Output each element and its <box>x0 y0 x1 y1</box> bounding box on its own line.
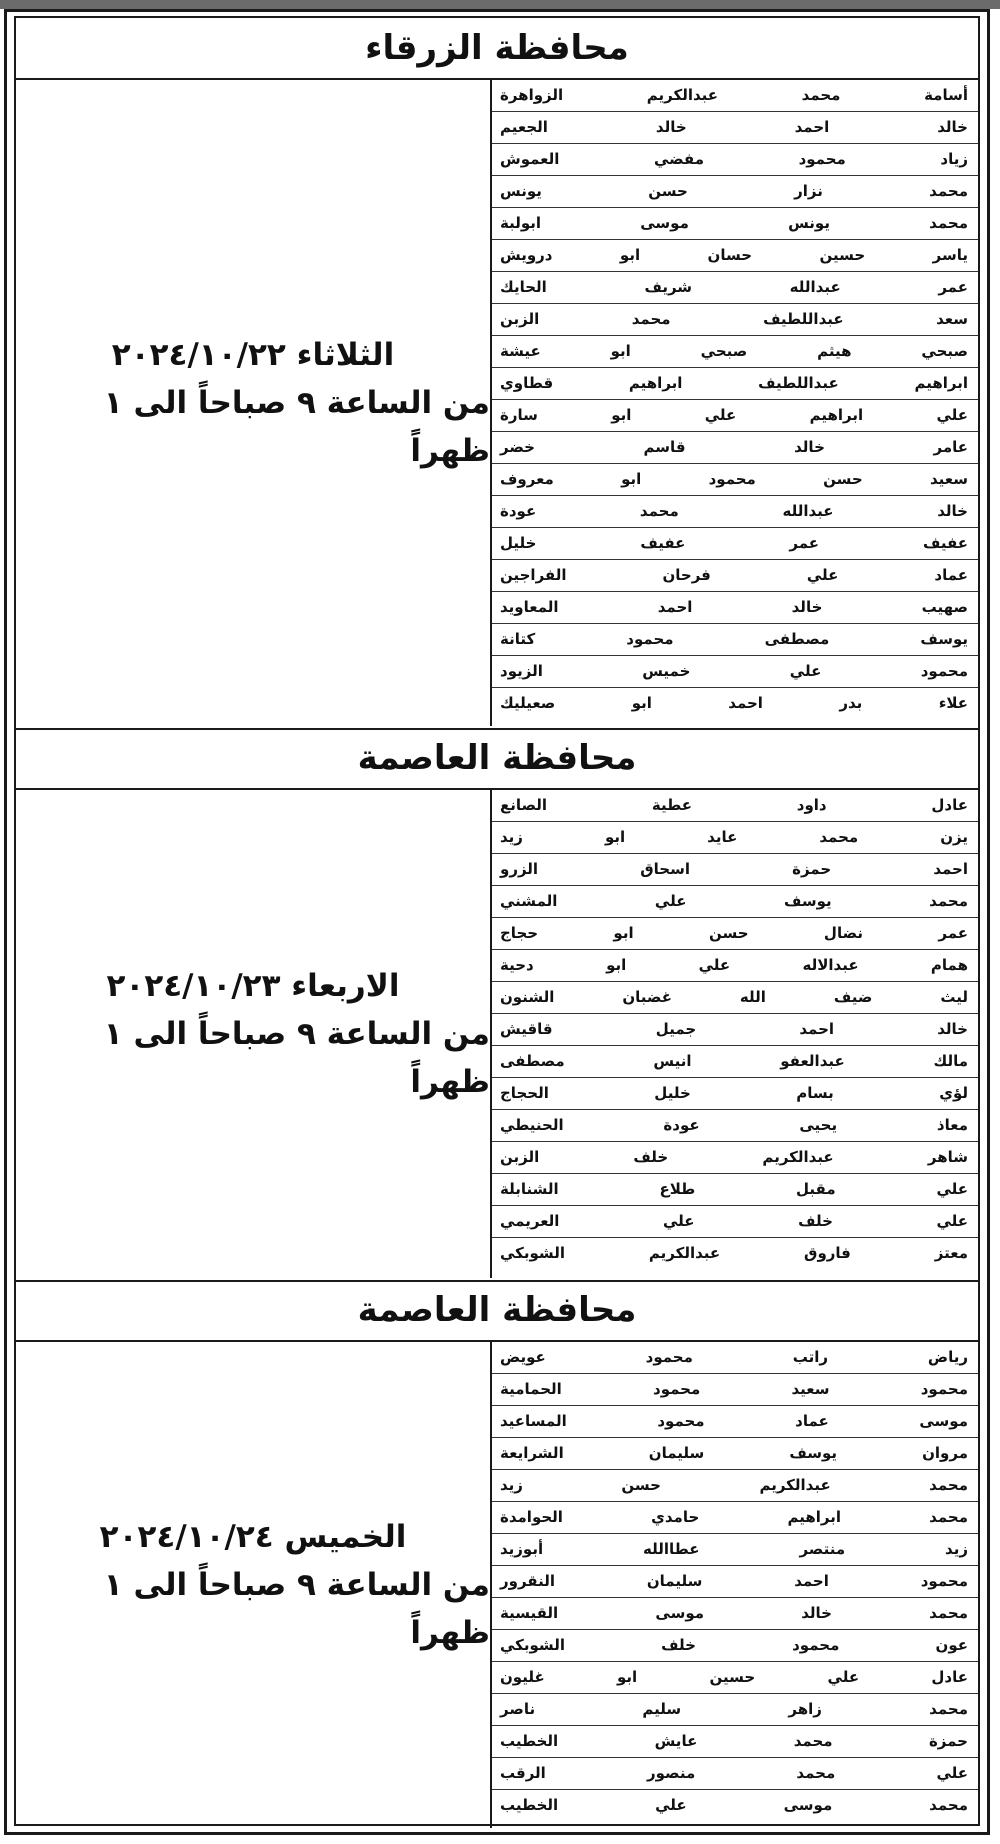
top-strip <box>0 0 1000 9</box>
name-row: يزن محمد عايد ابو زيد <box>492 822 978 854</box>
name-row: صبحي هيثم صبحي ابو عيشة <box>492 336 978 368</box>
schedule-date: الاربعاء ٢٠٢٤/١٠/٢٣ <box>106 968 400 1004</box>
name-row: عامر خالد قاسم خضر <box>492 432 978 464</box>
schedule-time: من الساعة ٩ صباحاً الى ١ ظهراً <box>103 1567 490 1651</box>
name-row: محمد يونس موسى ابولبة <box>492 208 978 240</box>
schedule-time: من الساعة ٩ صباحاً الى ١ ظهراً <box>103 1016 490 1100</box>
name-row: مروان يوسف سليمان الشرايعة <box>492 1438 978 1470</box>
name-row: محمد ابراهيم حامدي الحوامدة <box>492 1502 978 1534</box>
name-row: عفيف عمر عفيف خليل <box>492 528 978 560</box>
name-row: محمود علي خميس الزيود <box>492 656 978 688</box>
name-row: أسامة محمد عبدالكريم الزواهرة <box>492 80 978 112</box>
name-row: شاهر عبدالكريم خلف الزبن <box>492 1142 978 1174</box>
document-frame <box>4 9 990 1835</box>
name-row: خالد عبدالله محمد عودة <box>492 496 978 528</box>
name-row: محمد نزار حسن يونس <box>492 176 978 208</box>
section-body <box>16 790 978 1278</box>
name-row: لؤي بسام خليل الحجاج <box>492 1078 978 1110</box>
name-row: صهيب خالد احمد المعاويد <box>492 592 978 624</box>
name-row: عمر عبدالله شريف الحايك <box>492 272 978 304</box>
name-row: محمد خالد موسى القيسية <box>492 1598 978 1630</box>
name-row: علي ابراهيم علي ابو سارة <box>492 400 978 432</box>
section-body <box>16 80 978 726</box>
name-row: عادل علي حسين ابو غليون <box>492 1662 978 1694</box>
name-row: زياد محمود مفضي العموش <box>492 144 978 176</box>
schedule-cell <box>16 790 490 1278</box>
name-row: خالد احمد جميل قاقيش <box>492 1014 978 1046</box>
name-row: عادل داود عطية الصانع <box>492 790 978 822</box>
section-title: محافظة العاصمة <box>16 1280 978 1342</box>
name-row: محمد يوسف علي المشني <box>492 886 978 918</box>
name-row: مالك عبدالعفو انيس مصطفى <box>492 1046 978 1078</box>
name-row: علاء بدر احمد ابو صعيليك <box>500 694 968 712</box>
section-title: محافظة الزرقاء <box>16 18 978 80</box>
name-row: ابراهيم عبداللطيف ابراهيم قطاوي <box>492 368 978 400</box>
name-row: ياسر حسين حسان ابو درويش <box>492 240 978 272</box>
schedule-date: الخميس ٢٠٢٤/١٠/٢٤ <box>99 1519 407 1555</box>
names-list <box>490 790 978 1278</box>
name-row: محمود احمد سليمان النقرور <box>492 1566 978 1598</box>
schedule-time: من الساعة ٩ صباحاً الى ١ ظهراً <box>103 385 490 469</box>
name-row: عماد علي فرحان الفراجين <box>492 560 978 592</box>
name-row: علي مقبل طلاع الشنابلة <box>492 1174 978 1206</box>
name-row: محمود سعيد محمود الحمامية <box>492 1374 978 1406</box>
name-row: احمد حمزة اسحاق الزرو <box>492 854 978 886</box>
name-row: همام عبدالاله علي ابو دحية <box>492 950 978 982</box>
name-row: رياض راتب محمود عويض <box>492 1342 978 1374</box>
name-row: علي محمد منصور الرقب <box>492 1758 978 1790</box>
table-border <box>14 16 980 1826</box>
name-row: حمزة محمد عايش الخطيب <box>492 1726 978 1758</box>
name-row: علي خلف علي العريمي <box>492 1206 978 1238</box>
names-list <box>490 80 978 726</box>
name-row: خالد احمد خالد الجعيم <box>492 112 978 144</box>
section-capital-1 <box>16 728 978 1282</box>
section-capital-2 <box>16 1280 978 1830</box>
name-row: معاذ يحيى عودة الحنيطي <box>492 1110 978 1142</box>
name-row: محمد موسى علي الخطيب <box>500 1796 968 1814</box>
name-row: يوسف مصطفى محمود كتانة <box>492 624 978 656</box>
name-row: محمد زاهر سليم ناصر <box>492 1694 978 1726</box>
name-row: سعد عبداللطيف محمد الزبن <box>492 304 978 336</box>
section-zarqa <box>16 18 978 730</box>
schedule-cell <box>16 80 490 726</box>
names-list <box>490 1342 978 1828</box>
name-row: ليث ضيف الله غضبان الشنون <box>492 982 978 1014</box>
section-title: محافظة العاصمة <box>16 728 978 790</box>
name-row: عمر نضال حسن ابو حجاج <box>492 918 978 950</box>
schedule-cell <box>16 1342 490 1828</box>
schedule-date: الثلاثاء ٢٠٢٤/١٠/٢٢ <box>111 337 395 373</box>
name-row: معتز فاروق عبدالكريم الشوبكي <box>500 1244 968 1262</box>
name-row: زيد منتصر عطاالله أبوزيد <box>492 1534 978 1566</box>
name-row: محمد عبدالكريم حسن زيد <box>492 1470 978 1502</box>
name-row: عون محمود خلف الشوبكي <box>492 1630 978 1662</box>
section-body <box>16 1342 978 1828</box>
name-row: سعيد حسن محمود ابو معروف <box>492 464 978 496</box>
name-row: موسى عماد محمود المساعيد <box>492 1406 978 1438</box>
